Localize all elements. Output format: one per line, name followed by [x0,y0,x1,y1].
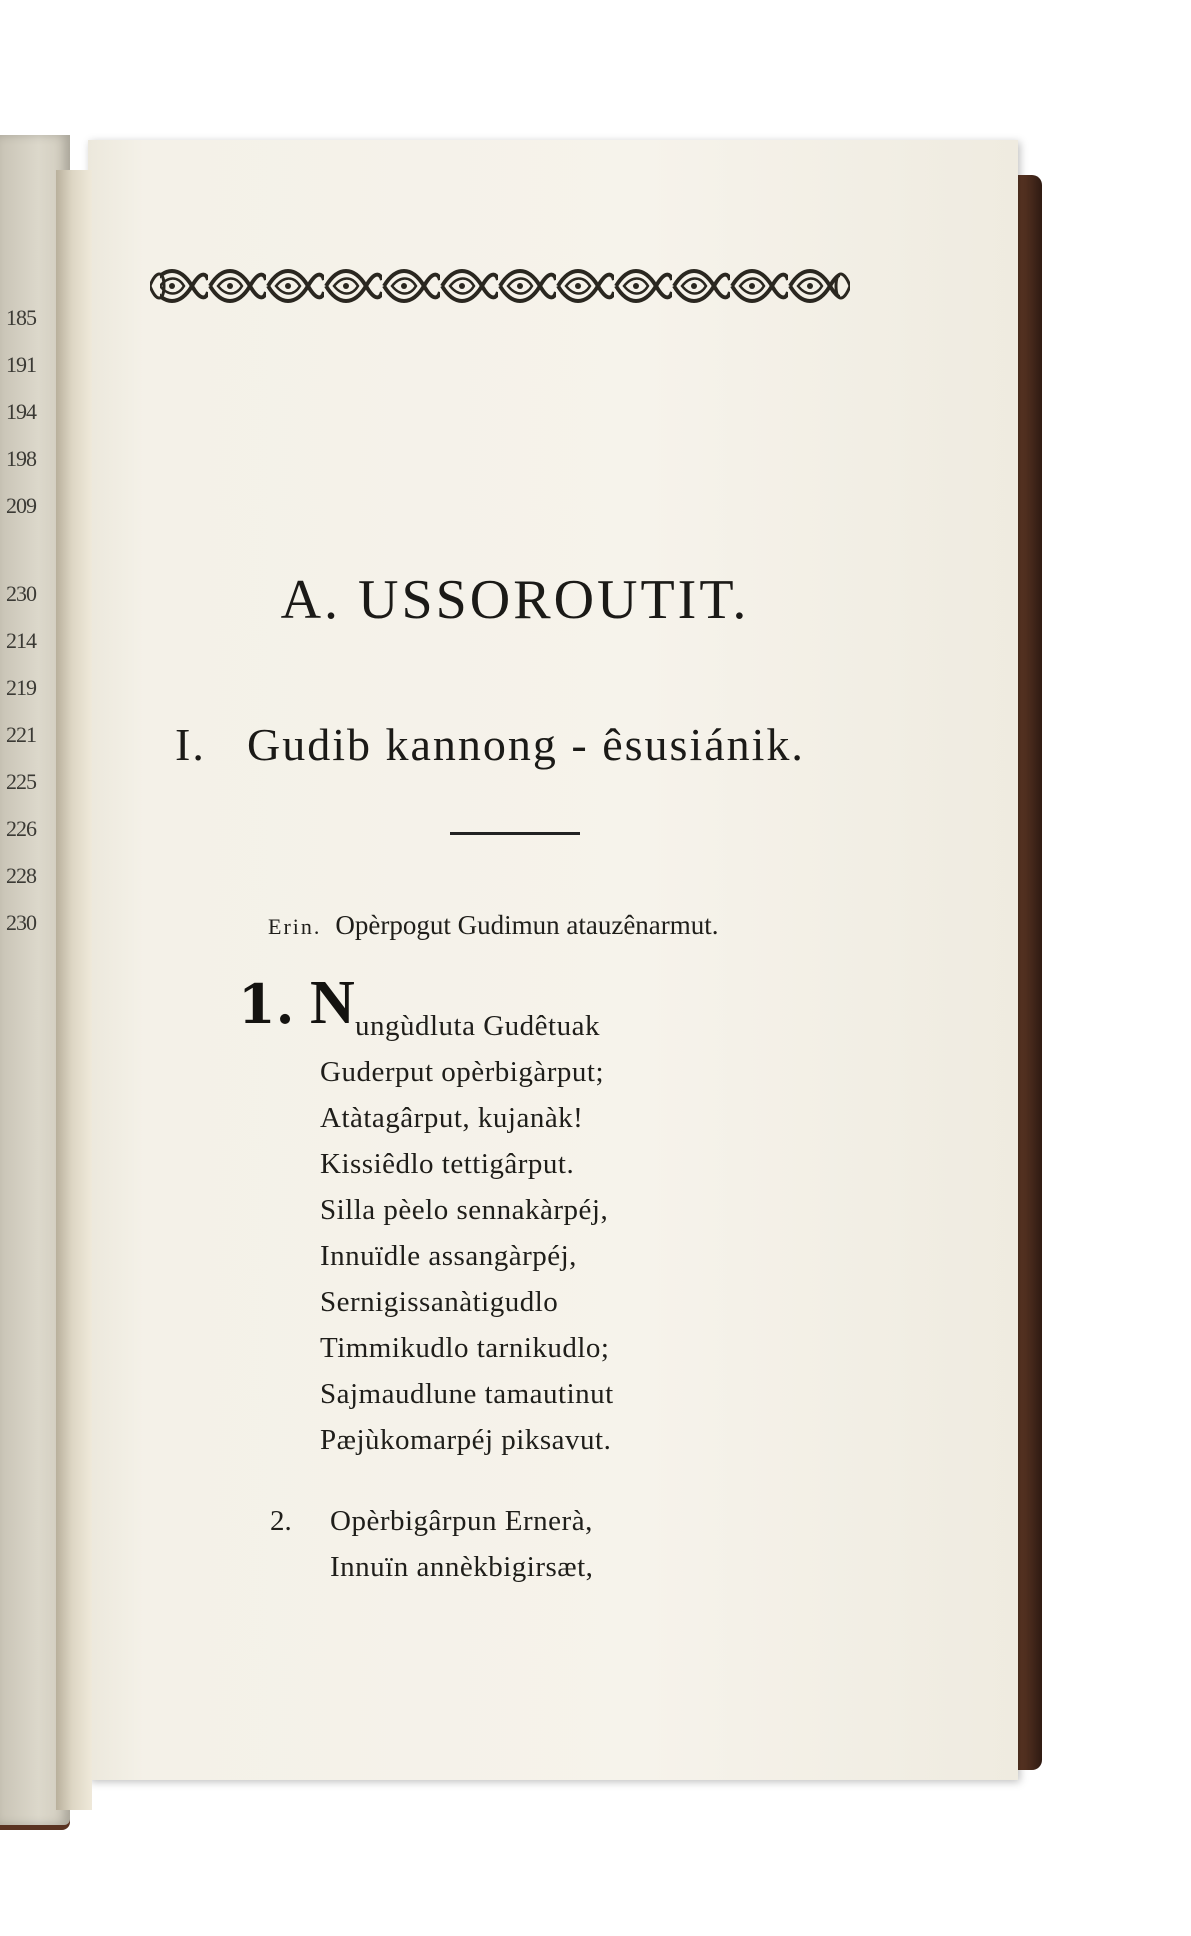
page-number: 191 [6,352,36,377]
verse-line: Sernigissanàtigudlo [320,1286,559,1318]
page-title: A. USSOROUTIT. [280,569,750,631]
section-title: Gudib kannong - êsusiánik. [247,719,805,770]
page-number: 214 [6,628,36,653]
page-number: 198 [6,446,36,471]
drop-cap: N [310,969,355,1037]
divider-rule [450,832,580,835]
verse-line: Opèrbigârpun Ernerà, [330,1505,593,1537]
verse-number: 2. [270,1505,292,1537]
verse-line: Innuïn annèkbigirsæt, [330,1551,594,1583]
verse-number: 1. [238,972,295,1036]
verse-line: ungùdluta Gudêtuak [355,1010,600,1042]
page-number: 221 [6,722,36,747]
section-number: I. [175,719,206,770]
verse-line: Innuïdle assangàrpéj, [320,1240,577,1272]
page-number: 226 [6,816,36,841]
page-gutter [56,170,92,1810]
page-number: 219 [6,675,36,700]
page-number: 228 [6,863,36,888]
tune-text: Opèrpogut Gudimun atauzênarmut. [335,910,719,940]
verse-line: Silla pèelo sennakàrpéj, [320,1194,609,1226]
tune-label: Erin. [268,914,322,939]
page-number: 225 [6,769,36,794]
verse-line: Atàtagârput, kujanàk! [320,1102,584,1134]
verse-line: Guderput opèrbigàrput; [320,1056,605,1088]
ornament-band [150,262,850,310]
page-number: 230 [6,581,36,606]
page-number: 194 [6,399,36,424]
verse-line: Sajmaudlune tamautinut [320,1378,614,1410]
verse-line: Kissiêdlo tettigârput. [320,1148,575,1180]
page-number: 230 [6,910,36,935]
section-heading [175,718,895,771]
tune-line [268,910,868,941]
verse-line: Timmikudlo tarnikudlo; [320,1332,610,1364]
verse-line: Pæjùkomarpéj piksavut. [320,1424,612,1456]
page-number: 209 [6,493,36,518]
page-number: 185 [6,305,36,330]
